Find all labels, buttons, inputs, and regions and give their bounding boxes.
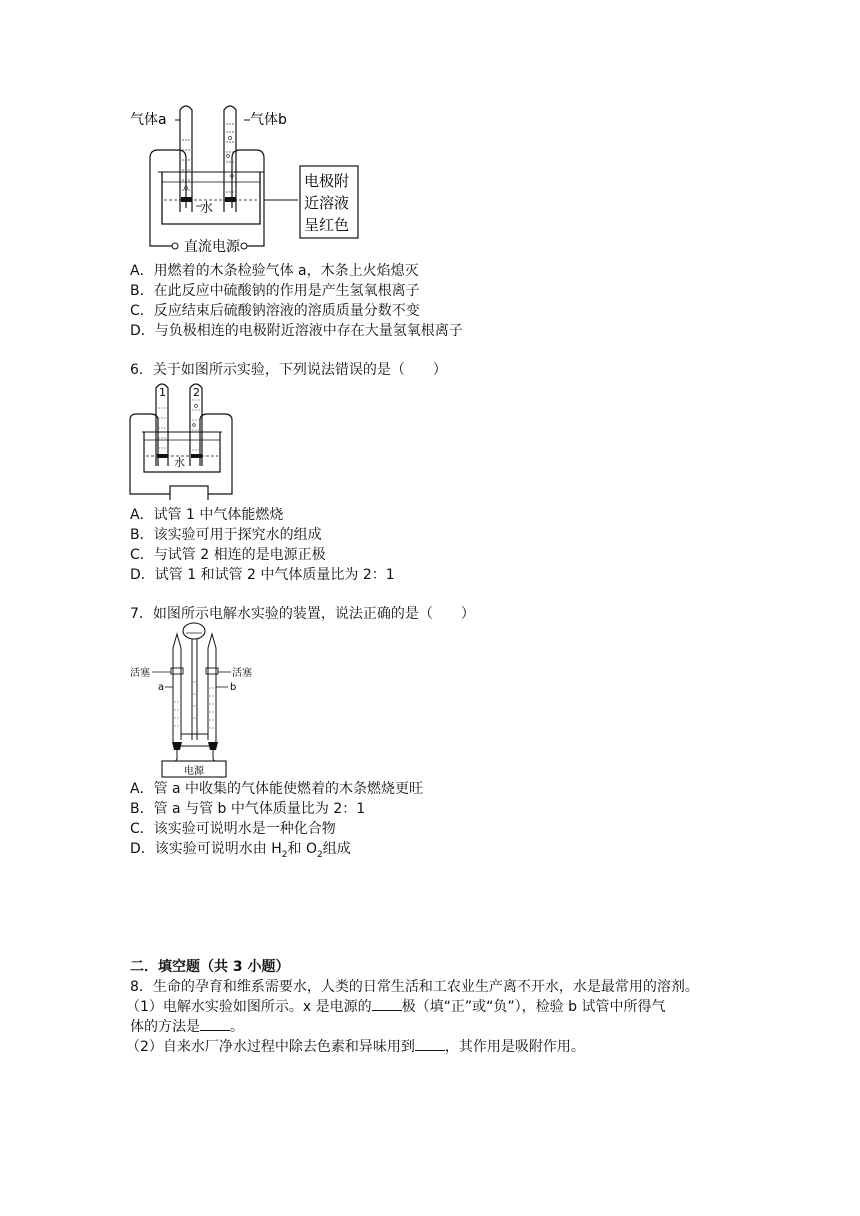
q7-option-d-sub2: 2 xyxy=(316,849,323,860)
q5-option-d: D．与负极相连的电极附近溶液中存在大量氢氧根离子 xyxy=(130,323,463,339)
q8-part1-text-c: 体的方法是 xyxy=(130,1019,200,1035)
q8-part1-text-a: （1）电解水实验如图所示。x 是电源的 xyxy=(126,999,372,1015)
q7-option-d-mid: 和 O xyxy=(287,841,317,857)
q8-part1-line1 xyxy=(126,998,665,1016)
q6-water-label: 水 xyxy=(174,456,185,469)
q7-stopcock-left-label: 活塞 xyxy=(130,668,150,679)
q7-power-label: 电源 xyxy=(184,766,204,777)
q6-option-a: A．试管 1 中气体能燃烧 xyxy=(130,507,284,523)
q8-part1-text-b: 极（填“正”或“负”），检验 b 试管中所得气 xyxy=(401,999,666,1015)
q5-power-label: 直流电源 xyxy=(184,239,240,255)
q6-option-b: B．该实验可用于探究水的组成 xyxy=(130,527,322,543)
q7-option-d-suffix: 组成 xyxy=(322,841,351,857)
q5-gas-b-label: 气体b xyxy=(250,112,287,128)
q7-option-d xyxy=(130,840,351,864)
q8-part2-line xyxy=(126,1038,585,1056)
q7-label-a: a xyxy=(158,682,165,693)
q8-blank-3[interactable] xyxy=(415,1038,445,1051)
q6-tube2-label: 2 xyxy=(193,386,200,399)
q7-option-a: A．管 a 中收集的气体能使燃着的木条燃烧更旺 xyxy=(130,781,424,797)
q6-option-d: D．试管 1 和试管 2 中气体质量比为 2：1 xyxy=(130,567,395,583)
q5-note-line1: 电极附 xyxy=(304,172,350,190)
q8-stem: 8．生命的孕育和维系需要水，人类的日常生活和工农业生产离不开水，水是最常用的溶剂。 xyxy=(130,979,699,995)
q5-water-label: 水 xyxy=(200,201,214,216)
q6-electrolysis-figure xyxy=(128,380,238,500)
q5-note-line3: 呈红色 xyxy=(304,216,350,234)
q5-gas-a-label: 气体a xyxy=(130,112,167,128)
q7-hofmann-apparatus-figure xyxy=(128,622,278,780)
q6-stem: 6．关于如图所示实验，下列说法错误的是（ ） xyxy=(130,362,447,378)
q7-stopcock-right-label: 活塞 xyxy=(232,668,252,679)
q8-part1-text-d: 。 xyxy=(230,1019,244,1035)
q5-option-c: C．反应结束后硫酸钠溶液的溶质质量分数不变 xyxy=(130,303,420,319)
q7-label-b: b xyxy=(230,682,237,693)
section-heading: 二．填空题（共 3 小题） xyxy=(130,959,290,975)
q8-part2-text-b: ，其作用是吸附作用。 xyxy=(444,1039,585,1055)
q8-part1-line2 xyxy=(130,1018,244,1036)
q8-blank-2[interactable] xyxy=(200,1018,230,1031)
q7-option-c: C．该实验可说明水是一种化合物 xyxy=(130,821,336,837)
q5-option-b: B．在此反应中硫酸钠的作用是产生氢氧根离子 xyxy=(130,283,420,299)
q6-tube1-label: 1 xyxy=(159,386,166,399)
q7-stem: 7．如图所示电解水实验的装置，说法正确的是（ ） xyxy=(130,606,475,622)
q5-note-line2: 近溶液 xyxy=(304,194,350,212)
q7-option-d-sub1: 2 xyxy=(281,849,288,860)
q5-electrolysis-figure xyxy=(128,100,368,260)
q5-option-a: A．用燃着的木条检验气体 a，木条上火焰熄灭 xyxy=(130,263,419,279)
q7-option-b: B．管 a 与管 b 中气体质量比为 2：1 xyxy=(130,801,366,817)
q8-blank-1[interactable] xyxy=(372,998,402,1011)
q6-option-c: C．与试管 2 相连的是电源正极 xyxy=(130,547,326,563)
q7-option-d-prefix: D．该实验可说明水由 H xyxy=(130,841,282,857)
q8-part2-text-a: （2）自来水厂净水过程中除去色素和异味用到 xyxy=(126,1039,415,1055)
